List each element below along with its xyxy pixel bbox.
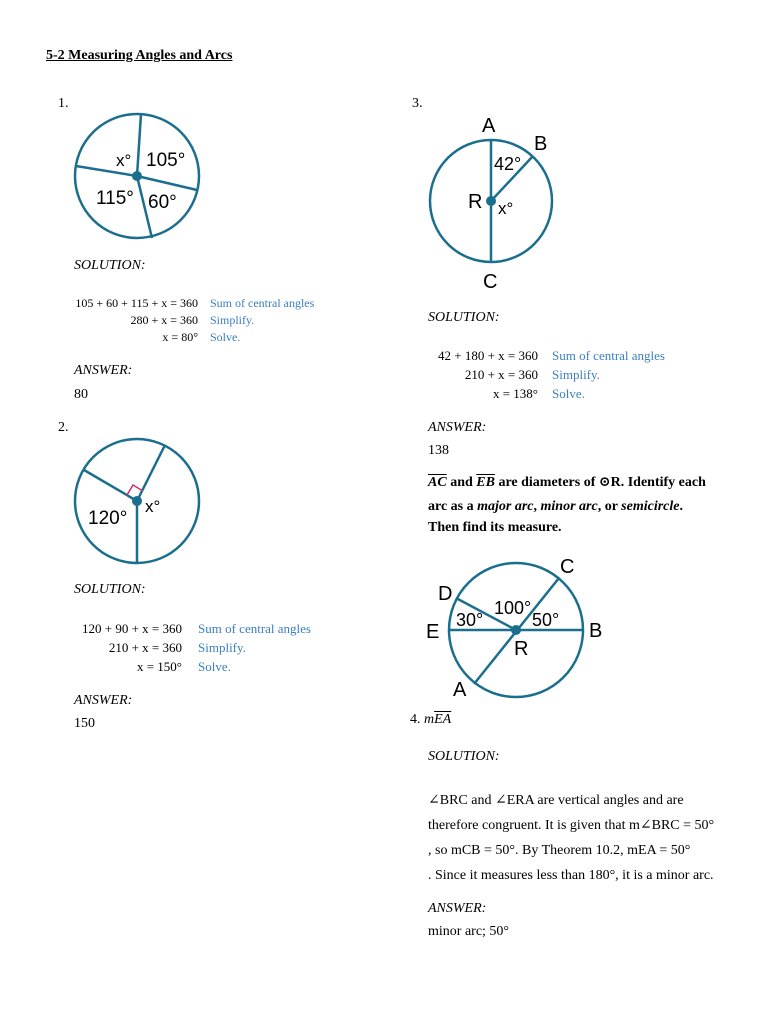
problem-1-diagram — [70, 108, 204, 244]
p1-eq-2: 280 + x = 360 — [130, 313, 198, 327]
p3-label-A: A — [482, 115, 496, 137]
problem-4-number: 4. — [410, 712, 421, 727]
p3-eq-1: 42 + 180 + x = 360 — [438, 348, 538, 363]
instructions-line-3: Then find its measure. — [428, 520, 562, 535]
p2-eq-3: x = 150° — [136, 659, 182, 674]
p1-answer: 80 — [74, 387, 88, 402]
p2-solution-label: SOLUTION: — [74, 582, 146, 597]
p4-answer: minor arc; 50° — [428, 924, 510, 939]
arc-ea: $\overline{EA}$ — [434, 712, 452, 727]
instructions-line-2: arc as a major arc, minor arc, or semicircle. — [428, 499, 683, 514]
page-title: 5-2 Measuring Angles and Arcs — [46, 48, 233, 63]
problem-1-number: 1. — [58, 96, 69, 111]
p3-label-C: C — [483, 271, 498, 293]
p3-solution-label: SOLUTION: — [428, 310, 500, 325]
p1-label-60: 60° — [148, 192, 177, 213]
problem-4-prompt: 4. $m\overline{EA}$ — [410, 712, 452, 727]
segment-ac: $\overline{AC}$ — [428, 475, 447, 490]
p4-label-30: 30° — [456, 610, 484, 630]
p2-note-1: Sum of central angles — [198, 621, 311, 636]
p1-eq-1: 105 + 60 + 115 + x = 360 — [75, 296, 198, 310]
p3-eq-2: 210 + x = 360 — [464, 367, 538, 382]
p3-label-R: R — [468, 191, 483, 213]
p1-label-x: x° — [116, 151, 132, 170]
p4-label-C: C — [560, 556, 575, 578]
p4-line-2: therefore congruent. It is given that m∠BRC = 50° — [428, 818, 715, 833]
p1-label-115: 115° — [96, 188, 134, 209]
p4-explanation — [428, 790, 748, 890]
p2-label-x: x° — [145, 497, 161, 516]
p4-label-R: R — [514, 638, 529, 660]
p1-note-2: Simplify. — [210, 313, 255, 327]
p1-eq-3: x = 80° — [162, 330, 198, 344]
p1-equations — [74, 296, 334, 348]
p4-solution-label: SOLUTION: — [428, 749, 500, 764]
p2-eq-2: 210 + x = 360 — [108, 640, 182, 655]
p2-eq-1: 120 + 90 + x = 360 — [82, 621, 182, 636]
p3-answer: 138 — [428, 443, 449, 458]
p1-label-105: 105° — [146, 150, 186, 171]
p4-label-D: D — [438, 583, 453, 605]
p3-note-1: Sum of central angles — [552, 348, 665, 363]
p4-label-50: 50° — [532, 610, 560, 630]
p1-note-1: Sum of central angles — [210, 296, 315, 310]
problem-2-number: 2. — [58, 420, 69, 435]
p3-note-3: Solve. — [552, 386, 585, 401]
p4-label-E: E — [426, 621, 440, 643]
p3-label-42: 42° — [494, 154, 522, 174]
p2-answer: 150 — [74, 716, 95, 731]
p3-equations — [428, 348, 708, 404]
p4-label-B: B — [589, 620, 603, 642]
p3-label-x: x° — [498, 199, 514, 218]
p3-answer-label: ANSWER: — [428, 420, 487, 435]
p4-line-3: , so mCB = 50°. By Theorem 10.2, mEA = 50° — [428, 843, 691, 858]
problem-4-diagram — [422, 554, 612, 704]
problem-3-number: 3. — [412, 96, 423, 111]
p1-solution-label: SOLUTION: — [74, 258, 146, 273]
p4-line-4: . Since it measures less than 180°, it is a minor arc. — [428, 868, 714, 883]
p2-equations — [74, 621, 334, 677]
p2-answer-label: ANSWER: — [74, 693, 133, 708]
problem-3-diagram — [420, 110, 560, 294]
p2-label-120: 120° — [88, 508, 128, 529]
instructions-line-1: $\overline{AC}$ and $\overline{EB}$ are diameters of ⊙R. Identify each — [428, 475, 706, 490]
p3-label-B: B — [534, 133, 548, 155]
p3-note-2: Simplify. — [552, 367, 600, 382]
p4-label-100: 100° — [494, 598, 532, 618]
p2-note-2: Simplify. — [198, 640, 246, 655]
p1-answer-label: ANSWER: — [74, 363, 133, 378]
p3-eq-3: x = 138° — [492, 386, 538, 401]
p4-answer-label: ANSWER: — [428, 901, 487, 916]
segment-eb: $\overline{EB}$ — [476, 475, 495, 490]
p4-label-A: A — [453, 679, 467, 701]
p4-line-1: ∠BRC and ∠ERA are vertical angles and are — [428, 793, 684, 808]
problem-2-diagram — [70, 434, 204, 568]
instructions — [428, 472, 748, 538]
p2-note-3: Solve. — [198, 659, 231, 674]
p1-note-3: Solve. — [210, 330, 241, 344]
